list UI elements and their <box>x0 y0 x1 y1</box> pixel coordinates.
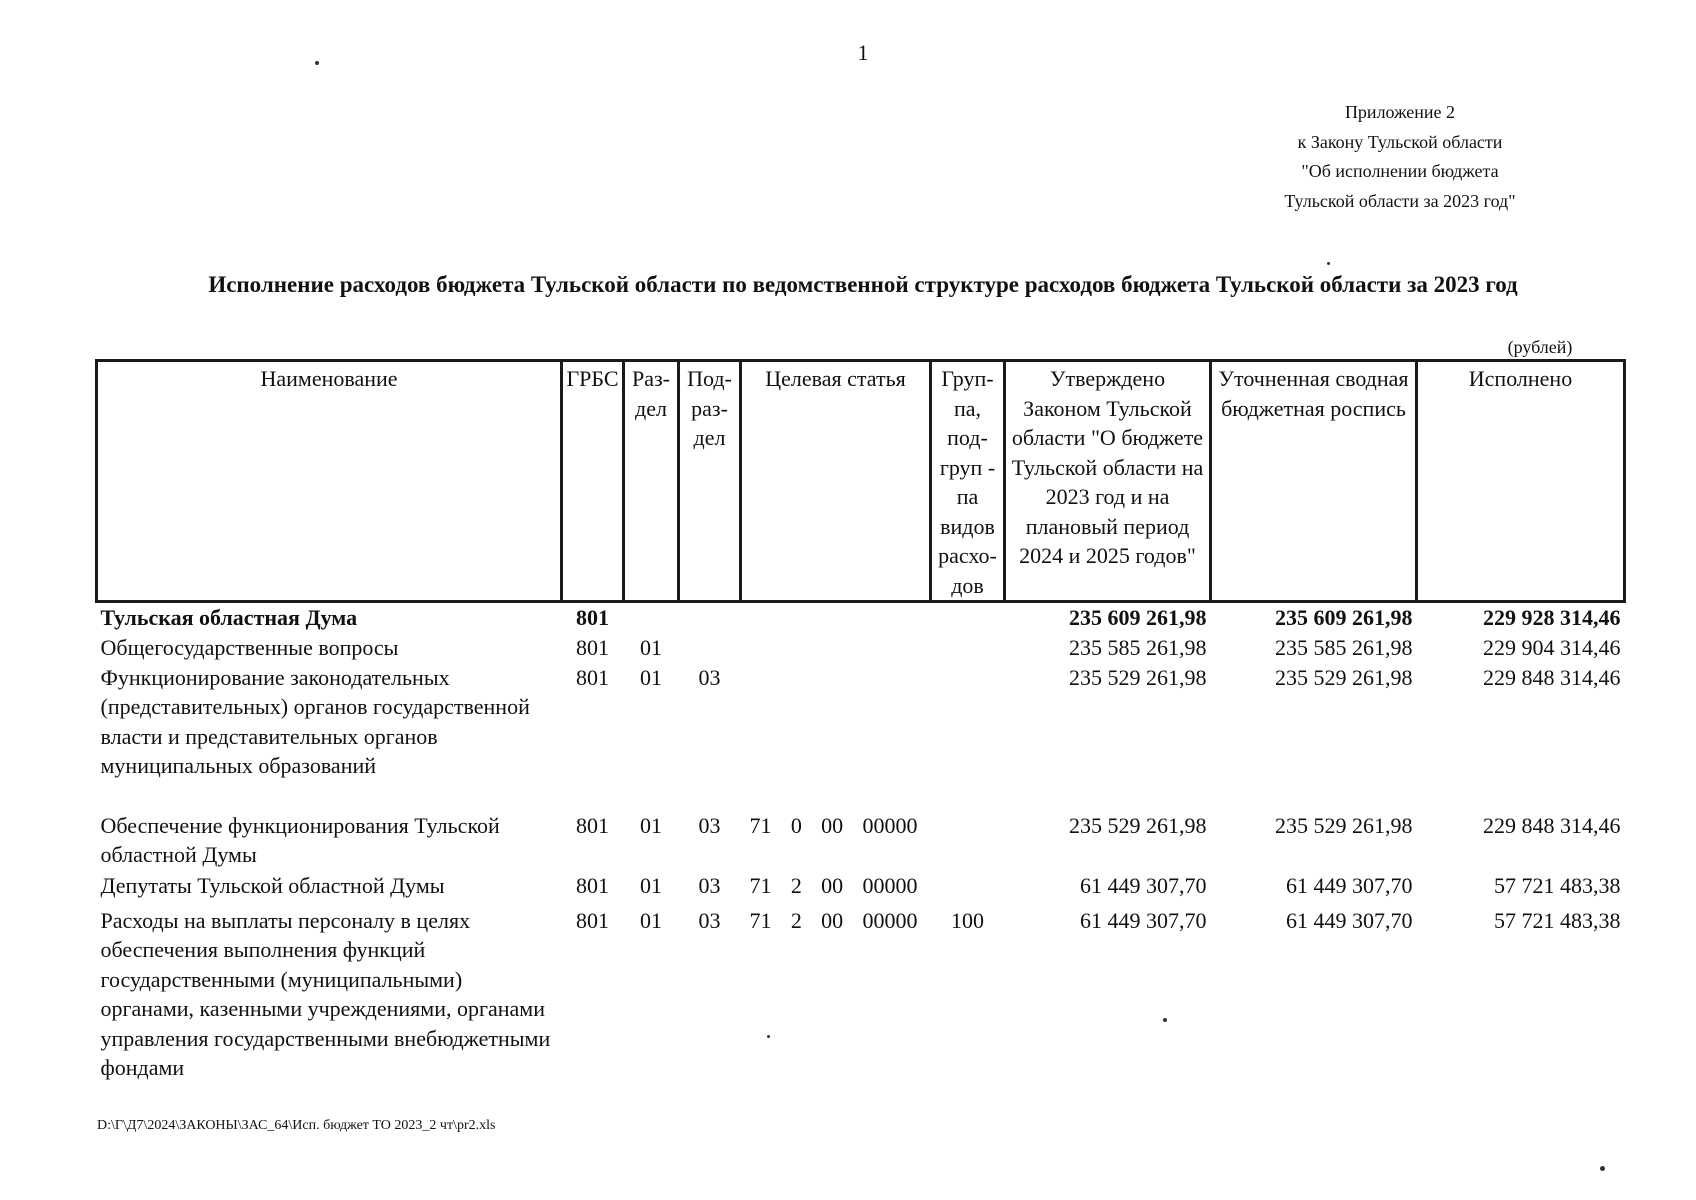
celevaya-part-cs1: 71 <box>749 907 772 933</box>
header-podrazdel: Под-раз-дел <box>679 361 741 602</box>
scan-speck <box>767 1035 770 1038</box>
row-razdel: 01 <box>640 812 662 838</box>
table-row <box>97 602 1625 633</box>
row-refined: 235 609 261,98 <box>1275 605 1413 630</box>
page-number: 1 <box>857 40 869 65</box>
document-title: Исполнение расходов бюджета Тульской области по ведомственной структуре расходов бюджета Тульской области за 2023 год <box>208 272 1518 297</box>
row-approved: 235 529 261,98 <box>1069 812 1207 838</box>
table-row <box>97 871 1625 906</box>
row-celevaya-statya <box>741 906 931 1083</box>
row-celevaya-statya <box>741 811 931 871</box>
row-refined: 235 585 261,98 <box>1275 634 1413 660</box>
celevaya-part-cs4: 00000 <box>862 907 918 933</box>
celevaya-part-cs4: 00000 <box>862 872 918 898</box>
row-name: Депутаты Тульской областной Думы <box>100 872 445 898</box>
scan-speck <box>1327 262 1330 265</box>
celevaya-part-cs4: 00000 <box>862 812 918 838</box>
celevaya-part-cs2: 2 <box>790 872 802 898</box>
row-approved: 235 609 261,98 <box>1069 605 1207 630</box>
row-razdel: 01 <box>640 907 662 933</box>
row-celevaya-statya <box>741 633 931 663</box>
appendix-line-2: к Закону Тульской области <box>1297 131 1503 152</box>
row-grbs: 801 <box>576 605 609 630</box>
table-row <box>97 663 1625 811</box>
row-name: Общегосударственные вопросы <box>100 634 399 660</box>
table-row <box>97 811 1625 871</box>
row-name: Тульская областная Дума <box>100 605 358 630</box>
celevaya-part-cs3: 00 <box>821 812 844 838</box>
table-body <box>97 602 1625 1083</box>
table-row <box>97 906 1625 1083</box>
table-row <box>97 633 1625 663</box>
row-vid-rashodov <box>931 871 1005 906</box>
row-vid-rashodov <box>931 633 1005 663</box>
footer-file-path: D:\Г\Д7\2024\ЗАКОНЫ\ЗАС_64\Исп. бюджет ТО 2023_2 чт\pr2.xls <box>97 1118 496 1133</box>
row-razdel: 01 <box>640 634 662 660</box>
header-name: Наименование <box>97 361 562 602</box>
row-vid-rashodov <box>931 602 1005 633</box>
row-refined: 61 449 307,70 <box>1286 907 1413 933</box>
scan-speck <box>315 61 319 65</box>
row-celevaya-statya <box>741 871 931 906</box>
celevaya-part-cs1: 71 <box>749 872 772 898</box>
row-podrazdel <box>679 633 741 663</box>
row-refined: 61 449 307,70 <box>1286 872 1413 898</box>
row-grbs: 801 <box>576 634 609 660</box>
row-approved: 235 529 261,98 <box>1069 664 1207 690</box>
row-podrazdel: 03 <box>698 872 721 898</box>
celevaya-part-cs3: 00 <box>821 907 844 933</box>
row-podrazdel: 03 <box>698 907 721 933</box>
row-razdel <box>624 602 679 633</box>
header-grbs: ГРБС <box>562 361 624 602</box>
row-approved: 61 449 307,70 <box>1080 872 1207 898</box>
row-name: Расходы на выплаты персоналу в целях обеспечения выполнения функций государственными (муниципальными) органами, казенными учреждениями, органами управления государственными внебюджетными фондами <box>100 907 551 1080</box>
row-name: Функционирование законодательных (представительных) органов государственной власти и представительных органов муниципальных образований <box>100 664 530 778</box>
row-approved: 235 585 261,98 <box>1069 634 1207 660</box>
table-header-row <box>97 361 1625 602</box>
celevaya-part-cs2: 2 <box>790 907 802 933</box>
row-approved: 61 449 307,70 <box>1080 907 1207 933</box>
row-refined: 235 529 261,98 <box>1275 812 1413 838</box>
row-executed: 229 928 314,46 <box>1483 605 1621 630</box>
row-executed: 229 848 314,46 <box>1483 812 1621 838</box>
row-executed: 229 848 314,46 <box>1483 664 1621 690</box>
units-label: (рублей) <box>1507 337 1573 357</box>
row-vid-rashodov <box>931 811 1005 871</box>
header-approved: Утверждено Законом Тульской области "О бюджете Тульской области на 2023 год и на плановый период 2024 и 2025 годов" <box>1005 361 1211 602</box>
row-podrazdel <box>679 602 741 633</box>
row-vid-rashodov: 100 <box>951 907 984 933</box>
budget-table-container <box>95 359 1623 1083</box>
row-refined: 235 529 261,98 <box>1275 664 1413 690</box>
header-executed: Исполнено <box>1417 361 1625 602</box>
row-celevaya-statya <box>741 602 931 633</box>
row-executed: 229 904 314,46 <box>1483 634 1621 660</box>
appendix-note <box>1230 98 1570 216</box>
appendix-line-4: Тульской области за 2023 год" <box>1284 190 1516 211</box>
header-celevaya-statya: Целевая статья <box>741 361 931 602</box>
row-executed: 57 721 483,38 <box>1494 872 1621 898</box>
appendix-line-1: Приложение 2 <box>1344 102 1456 122</box>
scan-speck <box>1163 1018 1167 1022</box>
celevaya-part-cs1: 71 <box>749 812 772 838</box>
celevaya-part-cs3: 00 <box>821 872 844 898</box>
row-razdel: 01 <box>640 664 662 690</box>
row-name: Обеспечение функционирования Тульской областной Думы <box>100 812 500 867</box>
header-refined: Уточненная сводная бюджетная роспись <box>1211 361 1417 602</box>
row-grbs: 801 <box>576 812 609 838</box>
row-grbs: 801 <box>576 664 609 690</box>
appendix-line-3: "Об исполнении бюджета <box>1301 161 1499 181</box>
row-grbs: 801 <box>576 872 609 898</box>
scan-speck <box>1600 1166 1605 1171</box>
header-vid-rashodov: Груп-па, под-груп - па видов расхо-дов <box>931 361 1005 602</box>
row-podrazdel: 03 <box>698 812 721 838</box>
row-executed: 57 721 483,38 <box>1494 907 1621 933</box>
row-vid-rashodov <box>931 663 1005 811</box>
row-celevaya-statya <box>741 663 931 811</box>
header-razdel: Раз-дел <box>624 361 679 602</box>
celevaya-part-cs2: 0 <box>790 812 802 838</box>
row-podrazdel: 03 <box>698 664 721 690</box>
budget-table <box>95 359 1626 1083</box>
row-grbs: 801 <box>576 907 609 933</box>
row-razdel: 01 <box>640 872 662 898</box>
